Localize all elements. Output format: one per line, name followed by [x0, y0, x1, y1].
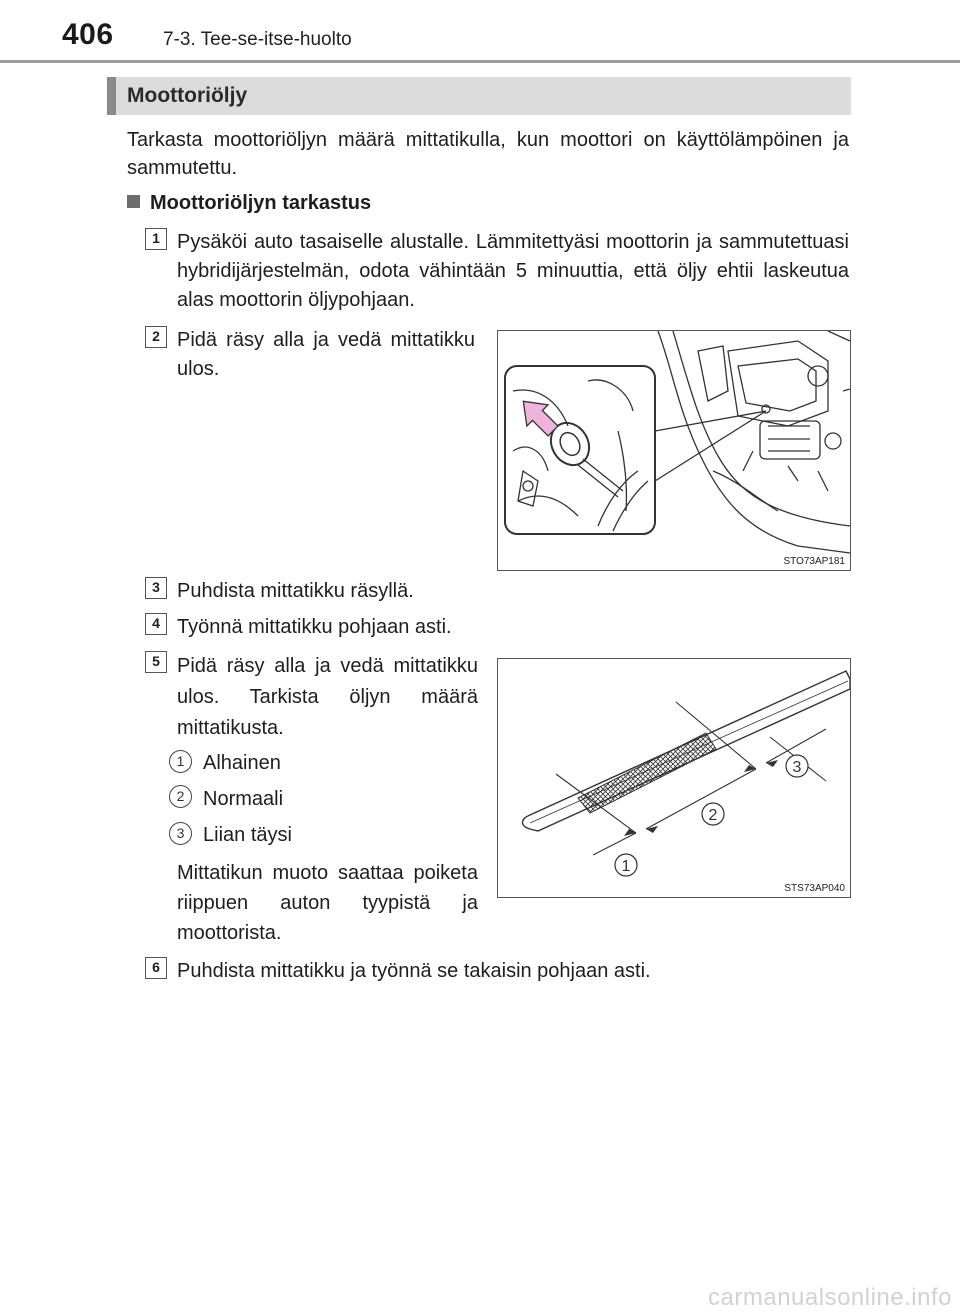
step-number-badge: 1 — [145, 228, 167, 250]
subsection-title: Moottoriöljyn tarkastus — [150, 192, 372, 214]
section-title-bar — [107, 77, 851, 115]
step-text: Pidä räsy alla ja vedä mittatikku ulos. Tarkista öljyn määrä mittatikusta. — [177, 655, 478, 739]
subsection-heading — [127, 192, 371, 215]
step-text: Puhdista mittatikku räsyllä. — [177, 580, 414, 602]
callout-label: 1 — [621, 858, 631, 875]
level-label-overfull: Liian täysi — [203, 824, 292, 846]
dipstick-illustration — [498, 659, 850, 897]
figure-code: STS73AP040 — [784, 883, 845, 894]
step-text: Puhdista mittatikku ja työnnä se takaisin pohjaan asti. — [177, 960, 651, 982]
step-number-badge: 6 — [145, 957, 167, 979]
level-number-circle: 1 — [169, 750, 192, 773]
callout-label: 3 — [792, 759, 802, 776]
step-text: Pidä räsy alla ja vedä mittatikku ulos. — [177, 329, 475, 380]
level-label-low: Alhainen — [203, 752, 281, 774]
dipstick-shape-note: Mittatikun muoto saattaa poiketa riippuen auton tyypistä ja moottorista. — [177, 862, 478, 944]
step-number-badge: 2 — [145, 326, 167, 348]
figure-code: STO73AP181 — [783, 556, 845, 567]
square-bullet-icon — [127, 195, 140, 208]
level-number-circle: 2 — [169, 785, 192, 808]
step-text: Pysäköi auto tasaiselle alustalle. Lämmitettyäsi moottorin ja sammutettuasi hybridijärjestelmän, odota vähintään 5 minuuttia, että öljy ehtii laskeutua alas moottorin öljypohjaan. — [177, 231, 849, 311]
step-number-badge: 5 — [145, 651, 167, 673]
step-number-badge: 4 — [145, 613, 167, 635]
chapter-heading: 7-3. Tee-se-itse-huolto — [163, 29, 352, 50]
dipstick-level-figure — [497, 658, 851, 898]
engine-bay-illustration — [498, 331, 850, 570]
header-rule — [0, 60, 960, 63]
level-number-circle: 3 — [169, 822, 192, 845]
step-text: Työnnä mittatikku pohjaan asti. — [177, 616, 452, 638]
watermark: carmanualsonline.info — [708, 1284, 952, 1311]
engine-dipstick-figure — [497, 330, 851, 571]
level-label-normal: Normaali — [203, 788, 284, 810]
callout-label: 2 — [708, 807, 718, 824]
intro-paragraph: Tarkasta moottoriöljyn määrä mittatikulla, kun moottori on käyttölämpöinen ja sammutettu. — [127, 129, 849, 179]
page-number: 406 — [62, 18, 114, 51]
section-bar-accent — [107, 77, 116, 115]
step-number-badge: 3 — [145, 577, 167, 599]
section-title: Moottoriöljy — [127, 84, 248, 107]
